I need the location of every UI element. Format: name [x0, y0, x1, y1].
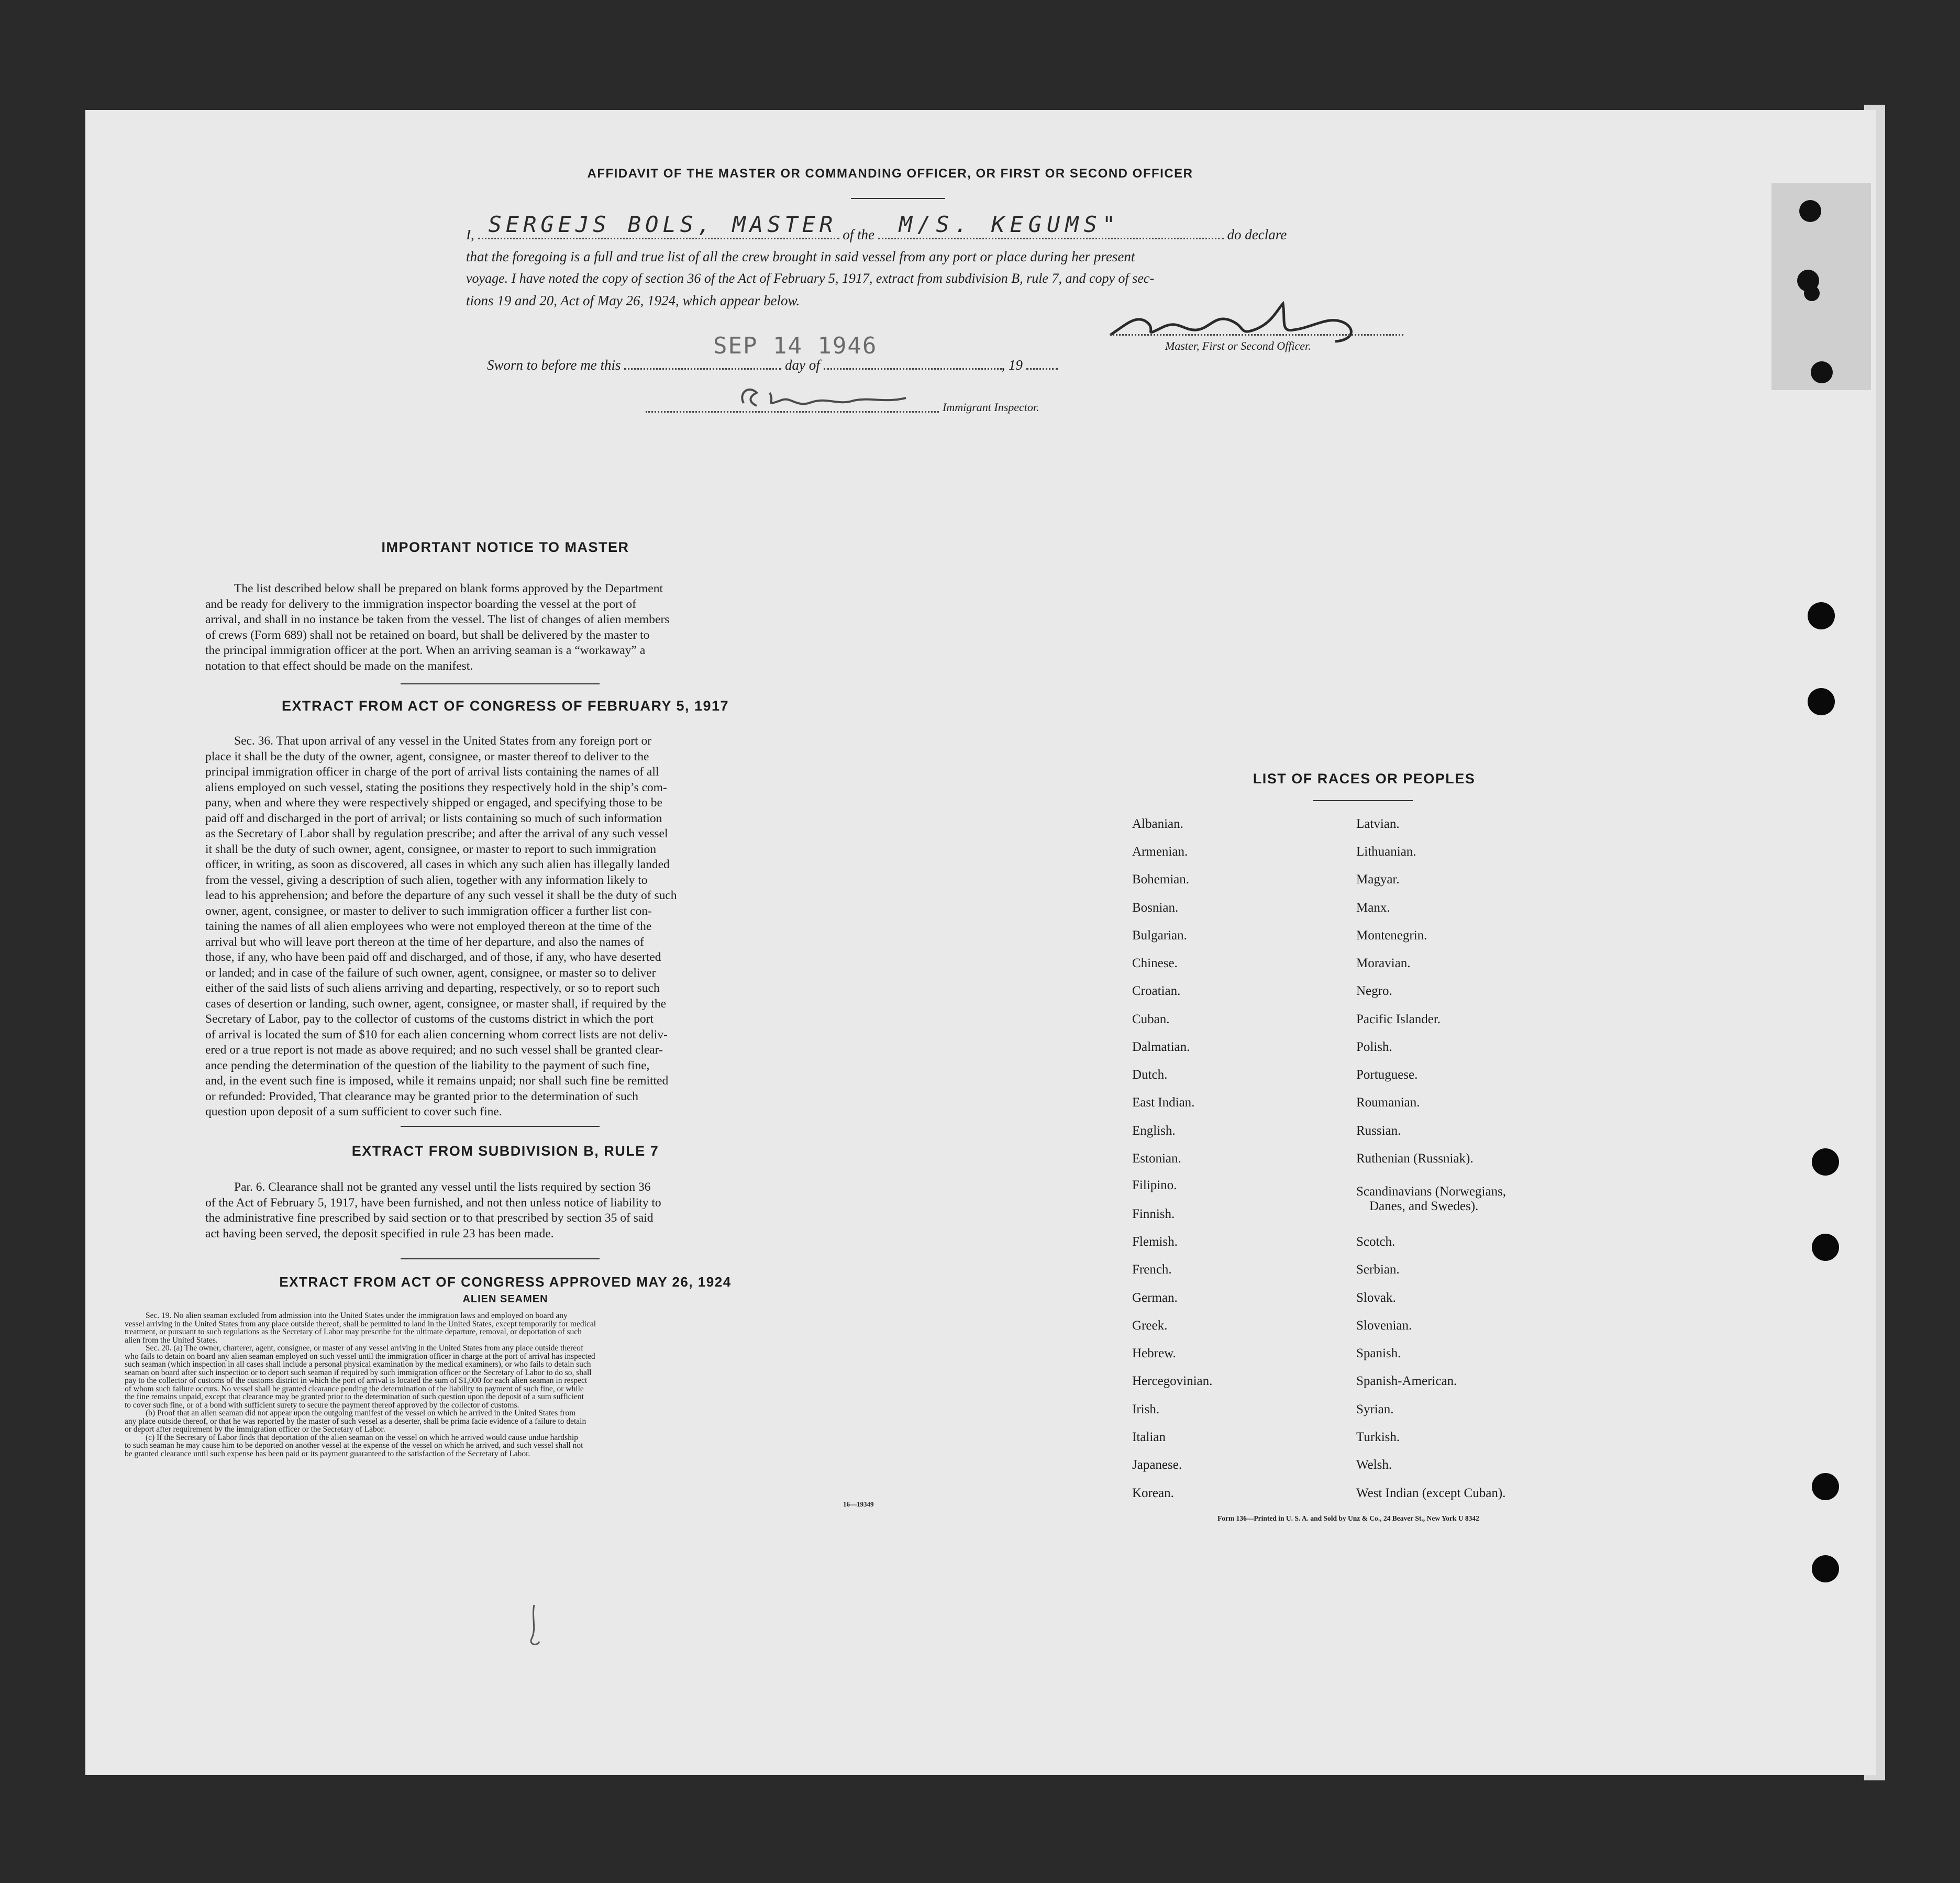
master-name-field	[478, 212, 839, 239]
race-item: Croatian.	[1132, 984, 1181, 998]
extract-1917-line: from the vessel, giving a description of such alien, together with any information likely to	[205, 873, 648, 887]
master-name-handwritten: SERGEJS BOLS, MASTER	[488, 212, 837, 237]
extract-1924-line: (b) Proof that an alien seaman did not appear upon the outgoing manifest of the vessel on which he arrived in the United States from	[146, 1409, 576, 1417]
affidavit-line-3: voyage. I have noted the copy of section 36 of the Act of February 5, 1917, extract from subdivision B, rule 7, and copy of sec-	[466, 271, 1155, 286]
punch-hole	[1808, 602, 1835, 629]
extract-1917-line: officer, in writing, as soon as discovered, all cases in which any such alien has illegally landed	[205, 858, 670, 871]
do-declare-label: do declare	[1227, 227, 1287, 242]
staple-mark	[1799, 200, 1821, 222]
race-item: Latvian.	[1356, 817, 1400, 831]
race-item: Polish.	[1356, 1040, 1392, 1054]
race-item: Hebrew.	[1132, 1346, 1176, 1360]
extract-1917-line: owner, agent, consignee, or master to deliver to such immigration officer a further list con-	[205, 904, 652, 918]
extract-1917-line: Secretary of Labor, pay to the collector of customs of the customs district in which the port	[205, 1012, 654, 1026]
form-footer: Form 136—Printed in U. S. A. and Sold by Unz & Co., 24 Beaver St., New York U 8342	[1217, 1514, 1479, 1522]
race-item: Spanish.	[1356, 1346, 1401, 1360]
race-item: East Indian.	[1132, 1095, 1195, 1110]
extract-1917-line: lead to his apprehension; and before the departure of any such vessel it shall be the duty of such	[205, 889, 677, 902]
extract-1924-line: Sec. 20. (a) The owner, charterer, agent, consignee, or master of any vessel arriving in the United States from any place outside thereof	[146, 1344, 584, 1353]
race-item: Bosnian.	[1132, 901, 1179, 915]
staple-mark	[1811, 361, 1833, 383]
date-stamp: SEP 14 1946	[713, 333, 878, 359]
extract-1924-line: or deport after requirement by the immigration officer or the Secretary of Labor.	[125, 1425, 385, 1434]
extract-1924-line: alien from the United States.	[125, 1335, 218, 1345]
tape-strip	[1771, 183, 1871, 390]
day-of-label: day of	[785, 357, 820, 373]
punch-hole	[1812, 1148, 1839, 1176]
race-item: Korean.	[1132, 1486, 1174, 1500]
notice-line: arrival, and shall in no instance be taken from the vessel. The list of changes of alien members	[205, 613, 670, 626]
extract-1924-line: treatment, or pursuant to such regulations as the Secretary of Labor may prescribe for the ultimate departure, removal, or deportation of such	[125, 1327, 582, 1336]
extract-1924-line: who fails to detain on board any alien seaman employed on such vessel until the immigration officer in charge at the port of arrival has inspected	[125, 1352, 595, 1361]
extract-1917-line: it shall be the duty of such owner, agent, consignee, or master to report to such immigration	[205, 842, 657, 856]
race-item: Irish.	[1132, 1402, 1160, 1416]
race-item: Manx.	[1356, 901, 1390, 915]
race-item: Cuban.	[1132, 1012, 1170, 1026]
extract-1917-line: principal immigration officer in charge of the port of arrival lists containing the names of all	[205, 765, 659, 779]
race-item: Syrian.	[1356, 1402, 1394, 1416]
extract-1924-line: the fine remains unpaid, except that clearance may be granted prior to the determination of such question upon the deposit of a sum sufficient	[125, 1392, 584, 1401]
extract-1917-line: those, if any, who have been paid off and discharged, and of those, if any, who have deserted	[205, 950, 661, 964]
extract-1924-line: Sec. 19. No alien seaman excluded from admission into the United States under the immigration laws and employed on board any	[146, 1311, 568, 1320]
race-item: Pacific Islander.	[1356, 1012, 1441, 1026]
notice-line: The list described below shall be prepared on blank forms approved by the Department	[234, 582, 663, 595]
notice-line: the principal immigration officer at the port. When an arriving seaman is a “workaway” a	[205, 644, 646, 657]
of-the-label: of the	[843, 227, 874, 242]
punch-hole	[1812, 1473, 1839, 1500]
sworn-day-field	[624, 368, 781, 370]
race-item: Flemish.	[1132, 1235, 1178, 1249]
race-item: Montenegrin.	[1356, 928, 1427, 943]
extract-1917-line: cases of desertion or landing, such owner, agent, consignee, or master shall, if required by the	[205, 996, 667, 1011]
notice-line: of crews (Form 689) shall not be retained on board, but shall be delivered by the master to	[205, 628, 650, 642]
extract-1917-line: aliens employed on such vessel, stating the positions they respectively hold in the ship’s com-	[205, 780, 667, 794]
notice-text	[205, 581, 805, 674]
extract-1924-line: vessel arriving in the United States from any place outside thereof, shall be permitted to land in the United States, except temporarily for medical	[125, 1319, 596, 1328]
race-item: Estonian.	[1132, 1151, 1181, 1166]
extract-1917-title: EXTRACT FROM ACT OF CONGRESS OF FEBRUARY 5, 1917	[281, 698, 729, 714]
race-item: Albanian.	[1132, 817, 1183, 831]
extract-1924-line: to such seaman he may cause him to be deported on another vessel at the expense of the vessel on which he arrived, and such vessel shall not	[125, 1441, 583, 1450]
print-code: 16—19349	[843, 1500, 874, 1508]
extract-1917-line: and, in the event such fine is imposed, while it remains unpaid; nor shall such fine be remitted	[205, 1074, 669, 1088]
race-item: German.	[1132, 1291, 1178, 1305]
staple-mark	[1804, 285, 1820, 301]
extract-1924-text	[125, 1312, 887, 1458]
extract-1917-line: paid off and discharged in the port of arrival; or lists containing so much of such information	[205, 811, 662, 825]
extract-1917-line: of arrival is located the sum of $10 for each alien concerning whom correct lists are not deliv-	[205, 1027, 668, 1042]
affidavit-title: AFFIDAVIT OF THE MASTER OR COMMANDING OFFICER, OR FIRST OR SECOND OFFICER	[587, 167, 1193, 181]
extract-1924-title: EXTRACT FROM ACT OF CONGRESS APPROVED MAY 26, 1924	[279, 1274, 732, 1290]
race-item: Moravian.	[1356, 956, 1411, 970]
sworn-year-field	[1026, 368, 1058, 370]
race-item: Roumanian.	[1356, 1095, 1420, 1110]
race-item: Scandinavians (Norwegians,	[1356, 1184, 1507, 1199]
race-item: Chinese.	[1132, 956, 1178, 970]
vessel-name-field	[878, 212, 1224, 239]
race-item: Armenian.	[1132, 845, 1188, 859]
extract-1917-line: as the Secretary of Labor shall by regulation prescribe; and after the arrival of any such vessel	[205, 827, 668, 840]
race-item: Scotch.	[1356, 1235, 1396, 1249]
extract-1924-line: to cover such fine, or of a bond with sufficient surety to secure the payment thereof approved by the collector of customs.	[125, 1400, 519, 1410]
rule-7-line: the administrative fine prescribed by said section or to that prescribed by section 35 of said	[205, 1211, 654, 1225]
punch-hole	[1808, 688, 1835, 715]
rule-7-text	[205, 1180, 805, 1242]
race-item: Italian	[1132, 1430, 1166, 1444]
rule-7-line: of the Act of February 5, 1917, have been furnished, and not then unless notice of liability to	[205, 1195, 661, 1210]
notice-title: IMPORTANT NOTICE TO MASTER	[381, 539, 629, 555]
pencil-mark	[524, 1602, 545, 1649]
extract-1924-line: such seaman (which inspection in all cases shall include a personal physical examination by the medical examiners), or who fails to detain such	[125, 1360, 591, 1369]
race-item: Hercegovinian.	[1132, 1374, 1213, 1388]
extract-1917-line: Sec. 36. That upon arrival of any vessel in the United States from any foreign port or	[234, 734, 652, 748]
extract-1917-line: ered or a true report is not made as above required; and no such vessel shall be granted clear-	[205, 1043, 663, 1057]
race-item: West Indian (except Cuban).	[1356, 1486, 1506, 1500]
race-item: Bohemian.	[1132, 872, 1190, 887]
race-item: English.	[1132, 1124, 1176, 1138]
extract-1917-line: place it shall be the duty of the owner, agent, consignee, or master thereof to deliver to the	[205, 749, 649, 763]
extract-1917-line: or landed; and in case of the failure of such owner, agent, consignee, or master so to deliver	[205, 966, 656, 980]
inspector-signature-line	[646, 407, 939, 413]
race-item: Turkish.	[1356, 1430, 1400, 1444]
affidavit-line-4: tions 19 and 20, Act of May 26, 1924, which appear below.	[466, 293, 800, 308]
race-item: Dalmatian.	[1132, 1040, 1190, 1054]
inspector-label: Immigrant Inspector.	[943, 401, 1039, 414]
affidavit-line-2: that the foregoing is a full and true list of all the crew brought in said vessel from any port or place during her present	[466, 249, 1135, 264]
extract-1924-line: of whom such failure occurs. No vessel shall be granted clearance pending the determination of the liability to payment of such fine, or while	[125, 1384, 584, 1393]
race-item: Portuguese.	[1356, 1068, 1418, 1082]
race-item: Spanish-American.	[1356, 1374, 1457, 1388]
extract-1917-line: either of the said lists of such aliens arriving and departing, respectively, or so to report such	[205, 981, 660, 995]
affidavit-prefix: I,	[466, 227, 474, 242]
extract-1924-line: any place outside thereof, or that he was reported by the master of such vessel as a deserter, shall be prima facie evidence of a failure to detain	[125, 1416, 586, 1426]
signature-label: Master, First or Second Officer.	[1165, 339, 1311, 352]
rule-7-line: act having been served, the deposit specified in rule 23 has been made.	[205, 1226, 554, 1240]
extract-1917-line: question upon deposit of a sum sufficient to cover such fine.	[205, 1105, 502, 1118]
sworn-month-field	[824, 368, 1002, 370]
extract-1924-subtitle: ALIEN SEAMEN	[462, 1293, 548, 1305]
race-item: Magyar.	[1356, 872, 1400, 887]
extract-1917-text	[205, 734, 805, 1120]
race-item: Russian.	[1356, 1124, 1401, 1138]
notice-line: notation to that effect should be made on the manifest.	[205, 659, 473, 673]
race-item: Danes, and Swedes).	[1369, 1199, 1479, 1213]
extract-1924-line: be granted clearance until such expense has been paid or its payment guaranteed to the satisfaction of the Secretary of Labor.	[125, 1449, 530, 1458]
extract-1917-line: pany, when and where they were respectively shipped or engaged, and specifying those to be	[205, 796, 662, 810]
punch-hole	[1812, 1234, 1839, 1261]
race-item: Finnish.	[1132, 1207, 1175, 1221]
rule-7-line: Par. 6. Clearance shall not be granted any vessel until the lists required by section 36	[234, 1180, 651, 1194]
rule-7-title: EXTRACT FROM SUBDIVISION B, RULE 7	[351, 1143, 659, 1159]
race-item: Ruthenian (Russniak).	[1356, 1151, 1474, 1166]
race-item: Slovenian.	[1356, 1319, 1412, 1333]
punch-hole	[1812, 1555, 1839, 1582]
extract-1917-line: arrival but who will leave port thereon at the time of her departure, and also the names of	[205, 935, 644, 949]
sworn-line	[487, 357, 1058, 373]
race-item: Bulgarian.	[1132, 928, 1187, 943]
extract-1924-line: seaman on board after such inspection or to deport such seaman if required by such immigration officer or the Secretary of Labor to do so, shall	[125, 1368, 592, 1377]
race-item: Slovak.	[1356, 1291, 1396, 1305]
extract-1924-line: pay to the collector of customs of the customs district in which the port of arrival is located the sum of $1,000 for each alien seaman in respect	[125, 1376, 588, 1385]
race-item: Negro.	[1356, 984, 1392, 998]
extract-1924-line: (c) If the Secretary of Labor finds that deportation of the alien seaman on the vessel on which he arrived would cause undue hardship	[146, 1433, 578, 1442]
race-item: Greek.	[1132, 1319, 1168, 1333]
notice-line: and be ready for delivery to the immigration inspector boarding the vessel at the port of	[205, 597, 636, 611]
race-item: Welsh.	[1356, 1458, 1392, 1472]
race-item: French.	[1132, 1262, 1172, 1277]
race-item: Dutch.	[1132, 1068, 1168, 1082]
race-item: Filipino.	[1132, 1178, 1177, 1192]
signature-line	[1110, 330, 1403, 336]
race-item: Lithuanian.	[1356, 845, 1416, 859]
year-prefix: , 19	[1001, 357, 1023, 373]
races-title: LIST OF RACES OR PEOPLES	[1253, 771, 1476, 787]
sworn-prefix: Sworn to before me this	[487, 357, 621, 373]
race-item: Serbian.	[1356, 1262, 1400, 1277]
extract-1917-line: or refunded: Provided, That clearance may be granted prior to the determination of such	[205, 1089, 638, 1103]
vessel-name-handwritten: M/S. KEGUMS"	[899, 212, 1121, 237]
race-item: Japanese.	[1132, 1458, 1182, 1472]
extract-1917-line: taining the names of all alien employees who were not employed thereon at the time of the	[205, 920, 652, 933]
extract-1917-line: ance pending the determination of the question of the liability to the payment of such fine,	[205, 1058, 650, 1072]
